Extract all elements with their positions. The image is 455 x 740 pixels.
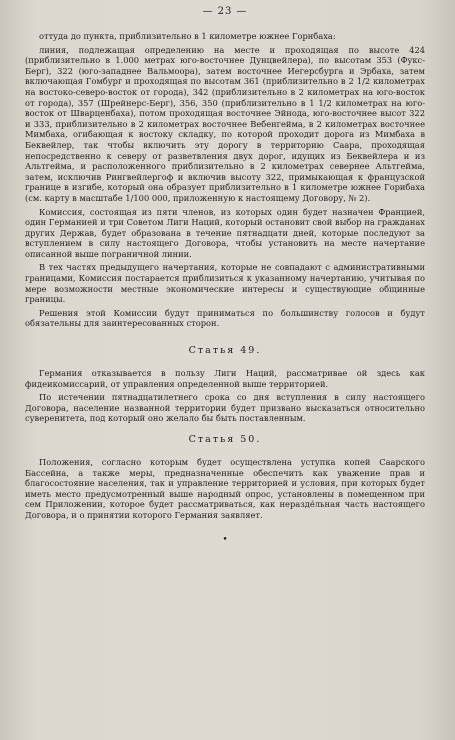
article-49-paragraph-1: Германия отказывается в пользу Лиги Наций, рассматривае ой здесь как фидеикомиссарий, от управления определенной выше территорией.	[25, 368, 425, 389]
paragraph-intro: оттуда до пункта, приблизительно в 1 километре южнее Горнбаха:	[39, 31, 336, 41]
paragraph-commission: Комиссия, состоящая из пяти членов, из которых один будет назначен Францией, один Германией и три Советом Лиги Наций, который остановит свой выбор на гражданах других Держав, будет образована в течение пятнадцати дней, которые последуют за вступлением в силу настоящего Договора, чтобы установить на месте начертание описанной выше пограничной линии.	[25, 206, 425, 259]
page-number: — 23 —	[202, 6, 248, 17]
article-49-heading: Статья 49.	[188, 345, 262, 357]
paragraph-administrative-boundaries: В тех частях предыдущего начертания, которые не совпадают с административными границами, Комиссия постарается приблизиться к указанному начертанию, учитывая по мере возможности местные экономические интересы и существующие общинные границы.	[25, 262, 425, 305]
article-50-paragraph-1: Положения, согласно которым будет осуществлена уступка копей Саарского Бассейна, а также меры, предназначенные обеспечить как уважение прав и благосостояние населения, так и управление территорией и условия, при которых будет иметь место предусмотренный выше народный опрос, установлены в помещенном при сем Приложении, которое будет рассматриваться, как неразде́льная часть настоящего Договора, и о принятии которого Германия заявляет.	[25, 457, 425, 520]
paragraph-boundary-line: линия, подлежащая определению на месте и проходящая по высоте 424 (приблизительно в 1.000 метрах юго-восточнее Дунцвейлера), по высотам 353 (Фукс-Берг), 322 (юго-западнее Вальмоора), затем восточнее Иегерсбурга и Эрбаха, затем включающая Гомбург и проходящая по высотам 361 (приблизительно в 2 1/2 километрах на востоко-северо-восток от города), 342 (приблизительно в 2 километрах на юго-восток от города), 357 (Шрейнерс-Берг), 356, 350 (приблизительно в 1 1/2 километрах на юго-восток от Шварценбаха), потом проходящая восточнее Эйнода, юго-восточнее высот 322 и 333, приблизительно в 2 километрах восточнее Вебенгейма, в 2 километрах восточнее Мимбаха, огибающая к востоку складку, по которой проходит дорога из Мимбаха в Беквейлер, так чтобы включить эту дорогу в территорию Саара, проходящая непосредственно к северу от разветвления двух дорог, идущих из Беквейлера и из Альтгейма, и расположенного приблизительно в 2 километрах севернее Альтгейма, затем, исключив Рингвейлергоф и включив высоту 322, примыкающая к французской границе в изгибе, который она образует приблизительно в 1 километре южнее Горибаха (см. карту в масштабе 1/100 000, приложенную к настоящему Договору, № 2).	[25, 44, 425, 203]
article-50-heading: Статья 50.	[188, 434, 262, 445]
paragraph-decisions: Решения этой Комиссии будут приниматься по большинству голосов и будут обязательны для заинтересованных сторон.	[25, 307, 425, 329]
article-49-paragraph-2: По истечении пятнадцатилетнего срока со дня вступления в силу настоящего Договора, население названной территории будет призвано высказаться относительно суверенитета, под который оно желало бы быть поставленным.	[25, 392, 425, 424]
body-text	[25, 31, 425, 545]
end-mark: •	[222, 534, 228, 545]
